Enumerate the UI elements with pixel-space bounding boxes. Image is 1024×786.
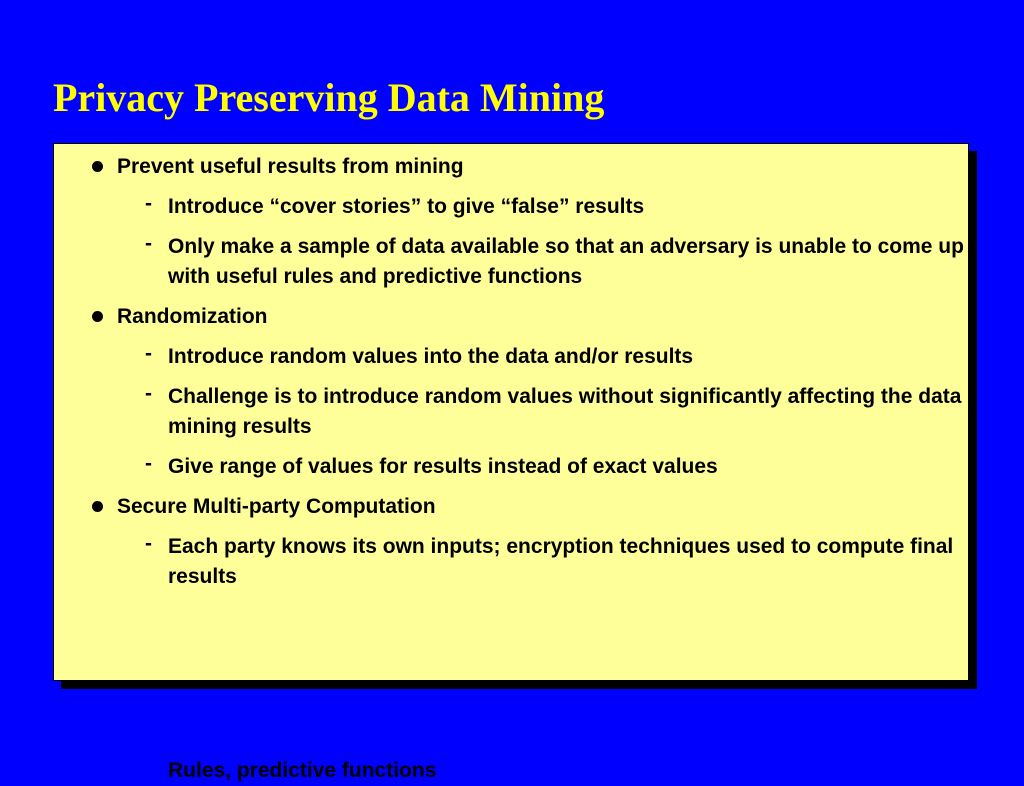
dash-icon: -: [145, 342, 152, 365]
bullet-dot-icon: [92, 161, 103, 172]
sub-bullet-text: Only make a sample of data available so that an adversary is unable to come up with useful rules and predictive functions: [168, 235, 964, 288]
sub-bullet-text: Challenge is to introduce random values without significantly affecting the data mining results: [168, 385, 962, 438]
sub-bullet-item: [117, 192, 968, 222]
sub-bullet-text: Introduce “cover stories” to give “false” results: [168, 195, 645, 218]
overflow-text: Rules, predictive functions: [168, 759, 437, 782]
bullet-item: [54, 152, 968, 292]
dash-icon: -: [145, 532, 152, 555]
dash-icon: -: [145, 382, 152, 405]
dash-icon: -: [145, 232, 152, 255]
sub-bullet-text: Each party knows its own inputs; encryption techniques used to compute final results: [168, 535, 954, 588]
sub-bullet-item: [117, 382, 968, 442]
sub-bullet-item: [117, 342, 968, 372]
sub-bullet-item: [117, 452, 968, 482]
sub-bullet-item: [117, 532, 968, 592]
sub-bullet-list: [117, 192, 968, 292]
dash-icon: -: [145, 192, 152, 215]
bullet-text: Randomization: [117, 305, 268, 328]
bullet-list: [54, 152, 968, 602]
bullet-text: Prevent useful results from mining: [117, 155, 464, 178]
bullet-item: [54, 492, 968, 592]
sub-bullet-text: Introduce random values into the data and/or results: [168, 345, 694, 368]
sub-bullet-item: [117, 232, 968, 292]
bullet-text: Secure Multi-party Computation: [117, 495, 436, 518]
dash-icon: -: [145, 452, 152, 475]
sub-bullet-list: [117, 342, 968, 482]
content-box: [53, 143, 969, 681]
sub-bullet-list: [117, 532, 968, 592]
bullet-dot-icon: [92, 311, 103, 322]
slide-title: Privacy Preserving Data Mining: [53, 75, 605, 120]
bullet-item: [54, 302, 968, 482]
sub-bullet-text: Give range of values for results instead of exact values: [168, 455, 718, 478]
bullet-dot-icon: [92, 501, 103, 512]
